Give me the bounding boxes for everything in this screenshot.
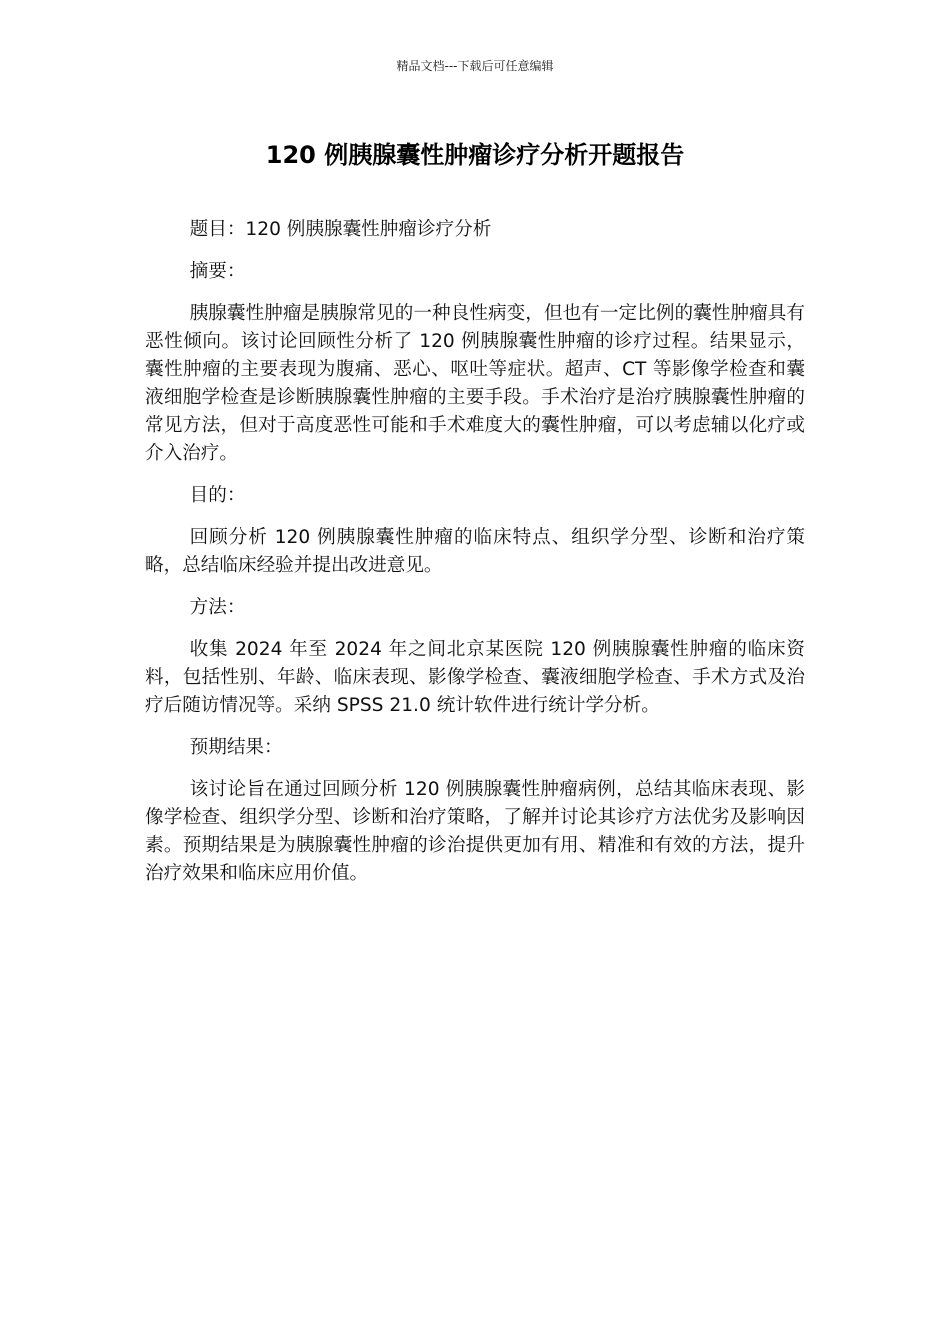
document-title: 120 例胰腺囊性肿瘤诊疗分析开题报告 [265,141,685,169]
expected-results-paragraph: 该讨论旨在通过回顾分析 120 例胰腺囊性肿瘤病例，总结其临床表现、影像学检查、组织学分型、诊断和治疗策略，了解并讨论其诊疗方法优劣及影响因素。预期结果是为胰腺囊性肿瘤的诊治提供更加有用、精准和有效的方法，提升治疗效果和临床应用价值。 [145,779,805,884]
methods-heading: 方法： [189,597,246,618]
methods-paragraph: 收集 2024 年至 2024 年之间北京某医院 120 例胰腺囊性肿瘤的临床资料，包括性别、年龄、临床表现、影像学检查、囊液细胞学检查、手术方式及治疗后随访情况等。采纳 SPSS 21.0 统计软件进行统计学分析。 [145,639,805,716]
page-header: 精品文档---下载后可任意编辑 [396,59,554,73]
document-body [145,216,805,902]
abstract-paragraph: 胰腺囊性肿瘤是胰腺常见的一种良性病变，但也有一定比例的囊性肿瘤具有恶性倾向。该讨论回顾性分析了 120 例胰腺囊性肿瘤的诊疗过程。结果显示，囊性肿瘤的主要表现为腹痛、恶心、呕吐等症状。超声、CT 等影像学检查和囊液细胞学检查是诊断胰腺囊性肿瘤的主要手段。手术治疗是治疗胰腺囊性肿瘤的常见方法，但对于高度恶性可能和手术难度大的囊性肿瘤，可以考虑辅以化疗或介入治疗。 [145,303,805,464]
expected-results-heading: 预期结果： [189,737,283,758]
abstract-heading: 摘要： [189,261,246,282]
purpose-heading: 目的： [189,485,246,506]
purpose-paragraph: 回顾分析 120 例胰腺囊性肿瘤的临床特点、组织学分型、诊断和治疗策略，总结临床经验并提出改进意见。 [145,527,805,576]
topic-line: 题目：120 例胰腺囊性肿瘤诊疗分析 [189,219,492,240]
